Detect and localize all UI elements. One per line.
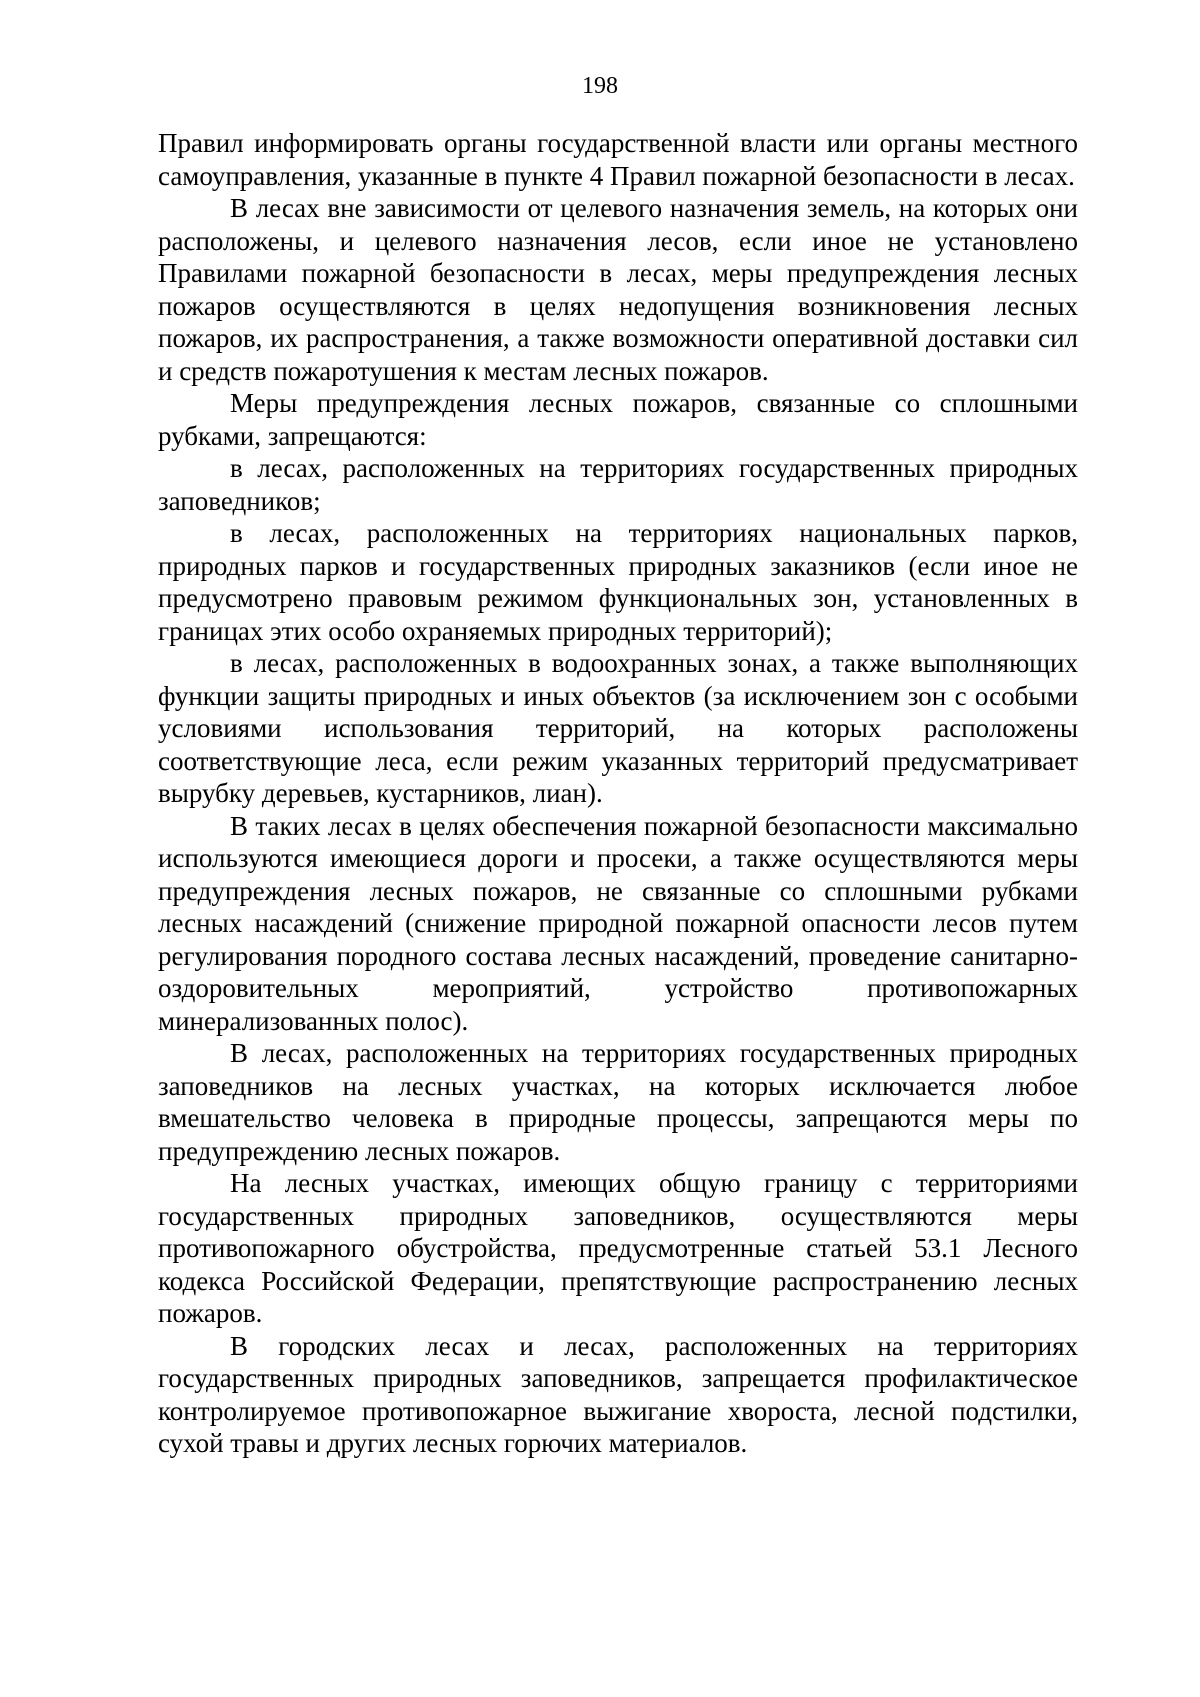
list-item: в лесах, расположенных в водоохранных зонах, а также выполняющих функции защиты природных и иных объектов (за исключением зон с особыми условиями использования территорий, на которых расположены соответствующие леса, если режим указанных территорий предусматривает вырубку деревьев, кустарников, лиан).: [158, 648, 1078, 808]
paragraph: В таких лесах в целях обеспечения пожарной безопасности максимально используются имеющиеся дороги и просеки, а также осуществляются меры предупреждения лесных пожаров, не связанные со сплошными рубками лесных насаждений (снижение природной пожарной опасности лесов путем регулирования породного состава лесных насаждений, проведение санитарно-оздоровительных мероприятий, устройство противопожарных минерализованных полос).: [158, 810, 1078, 1036]
document-body: [158, 127, 1078, 1460]
paragraph: В лесах вне зависимости от целевого назначения земель, на которых они расположены, и целевого назначения лесов, если иное не установлено Правилами пожарной безопасности в лесах, меры предупреждения лесных пожаров осуществляются в целях недопущения возникновения лесных пожаров, их распространения, а также возможности оперативной доставки сил и средств пожаротушения к местам лесных пожаров.: [158, 193, 1078, 386]
paragraph: Меры предупреждения лесных пожаров, связанные со сплошными рубками, запрещаются:: [158, 388, 1078, 451]
list-item: в лесах, расположенных на территориях национальных парков, природных парков и государственных природных заказников (если иное не предусмотрено правовым режимом функциональных зон, установленных в границах этих особо охраняемых природных территорий);: [158, 518, 1078, 646]
page-number: 198: [582, 73, 618, 99]
paragraph: На лесных участках, имеющих общую границу с территориями государственных природных заповедников, осуществляются меры противопожарного обустройства, предусмотренные статьей 53.1 Лесного кодекса Российской Федерации, препятствующие распространению лесных пожаров.: [158, 1168, 1078, 1328]
paragraph: В городских лесах и лесах, расположенных на территориях государственных природных заповедников, запрещается профилактическое контролируемое противопожарное выжигание хвороста, лесной подстилки, сухой травы и других лесных горючих материалов.: [158, 1330, 1078, 1458]
list-item: в лесах, расположенных на территориях государственных природных заповедников;: [158, 453, 1078, 516]
paragraph: В лесах, расположенных на территориях государственных природных заповедников на лесных участках, на которых исключается любое вмешательство человека в природные процессы, запрещаются меры по предупреждению лесных пожаров.: [158, 1038, 1078, 1166]
paragraph-continuation: Правил информировать органы государственной власти или органы местного самоуправления, указанные в пункте 4 Правил пожарной безопасности в лесах.: [158, 128, 1078, 191]
